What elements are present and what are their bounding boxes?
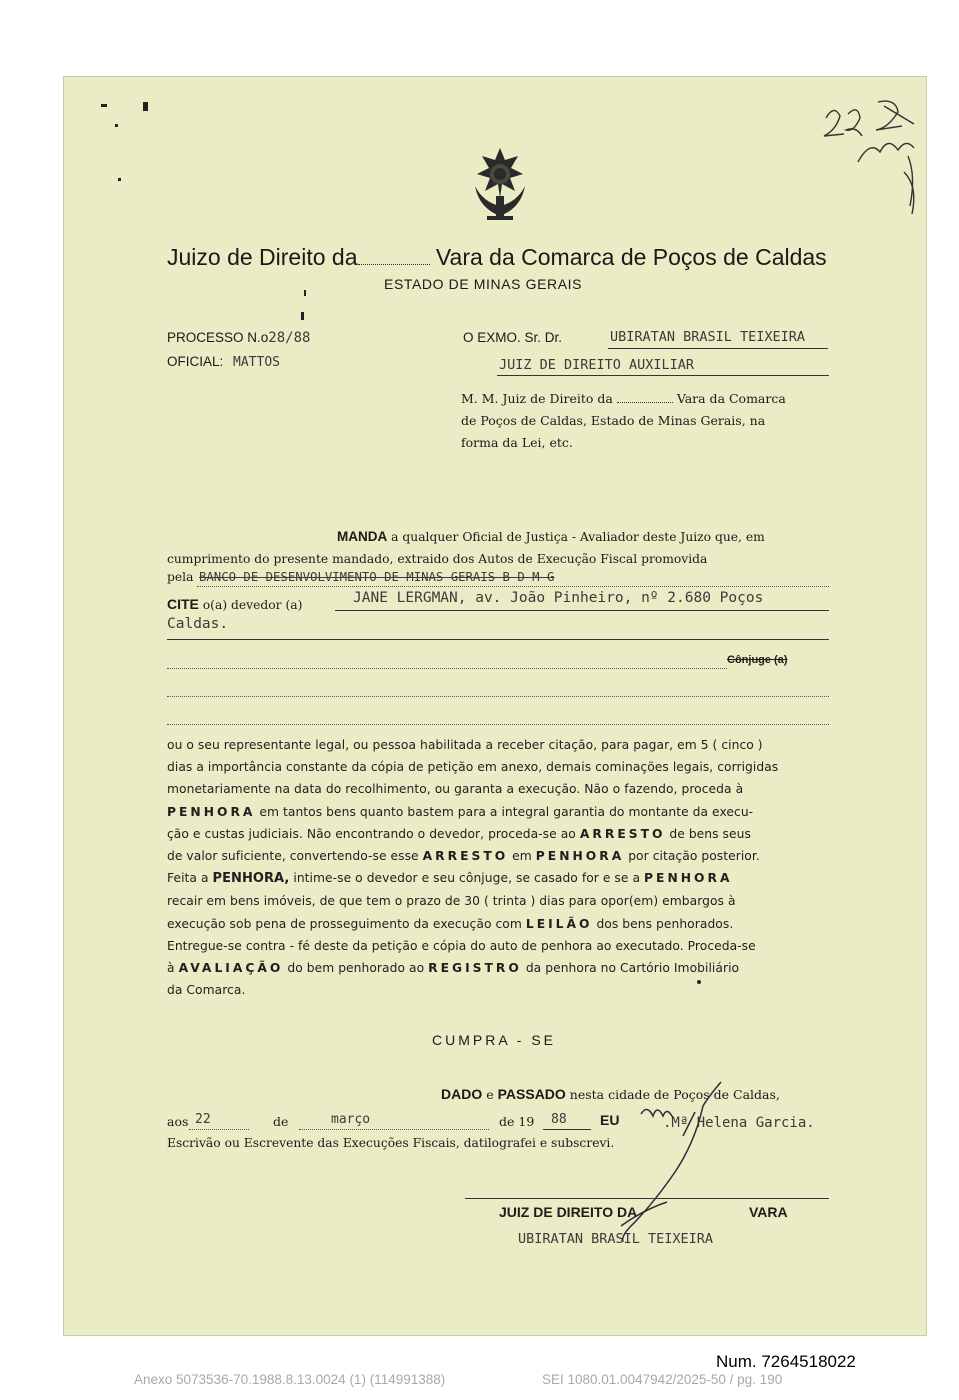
footer-left: Anexo 5073536-70.1988.8.13.0024 (1) (114991388) xyxy=(134,1372,446,1387)
coat-of-arms-emblem xyxy=(465,146,535,224)
blank-line-2 xyxy=(167,696,829,697)
penhora-emph: PENHORA xyxy=(167,804,256,819)
passado-label: PASSADO xyxy=(497,1086,566,1102)
body-line-1: ou o seu representante legal, ou pessoa habilitada a receber citação, para pagar, em 5 ( cinco ) xyxy=(167,738,763,752)
penhora-emph-4: PENHORA xyxy=(644,871,733,886)
scan-mark xyxy=(304,290,306,296)
body-line-5-a: ção e custas judiciais. Não encontrando o devedor, proceda-se ao xyxy=(167,826,576,841)
body-line-7-c: intime-se o devedor e seu cônjuge, se casado for e se a xyxy=(293,871,641,886)
body-line-11-c: do bem penhorado ao xyxy=(287,961,425,976)
scan-mark xyxy=(301,312,304,320)
arresto-emph-2: ARRESTO xyxy=(422,849,509,864)
dado-e: e xyxy=(486,1087,494,1102)
header-subtitle: ESTADO DE MINAS GERAIS xyxy=(384,276,583,292)
body-line-4-rest: em tantos bens quanto bastem para a integral garantia do montante da execu- xyxy=(259,804,754,819)
processo-label: PROCESSO N.o xyxy=(167,330,269,345)
conjuge-label: Cônjuge (a) xyxy=(727,654,788,666)
mm-line-2: de Poços de Caldas, Estado de Minas Gerais, na xyxy=(461,413,766,428)
sig-title-a: JUIZ DE DIREITO DA xyxy=(499,1204,638,1220)
escrivao-line: Escrivão ou Escrevente das Execuções Fiscais, datilografei e subscrevi. xyxy=(167,1136,615,1150)
cite-value: JANE LERGMAN, av. João Pinheiro, nº 2.680 Poços xyxy=(353,590,764,606)
avaliacao-emph: AVALIAÇÃO xyxy=(178,961,284,976)
penhora-emph-3: PENHORA, xyxy=(212,871,290,887)
mm-line-1-a: M. M. Juiz de Direito da xyxy=(461,391,613,406)
body-line-4 xyxy=(167,801,833,823)
registro-emph: REGISTRO xyxy=(428,961,522,976)
day-value: 22 xyxy=(195,1112,211,1127)
cite-label: CITE xyxy=(167,596,199,612)
blank-line-1 xyxy=(167,639,829,640)
oficial-row xyxy=(167,354,280,370)
oficial-label: OFICIAL: xyxy=(167,354,224,369)
scan-mark xyxy=(115,124,118,127)
year-value: 88 xyxy=(551,1112,567,1127)
body-line-5-c: de bens seus xyxy=(669,826,751,841)
header-title-left: Juizo de Direito da xyxy=(167,244,358,270)
body-line-7 xyxy=(167,867,833,890)
aos-label: aos xyxy=(167,1114,189,1129)
conjuge-line xyxy=(167,668,727,669)
cite-value-2: Caldas. xyxy=(167,616,229,632)
body-line-2: dias a importância constante da cópia de petição em anexo, demais cominações legais, corrigidas xyxy=(167,760,779,775)
pela-value: BANCO DE DESENVOLVIMENTO DE MINAS GERAIS B D M G xyxy=(199,570,555,584)
leilao-emph: LEILÃO xyxy=(525,916,593,931)
body-line-11 xyxy=(167,957,833,979)
body-line-7-a: Feita a xyxy=(167,871,209,886)
judge-title-underline xyxy=(497,375,829,376)
year-line xyxy=(543,1129,591,1130)
scan-mark xyxy=(118,178,121,181)
body-line-12: da Comarca. xyxy=(167,983,246,998)
body-line-9-c: dos bens penhorados. xyxy=(596,916,734,931)
mm-line-3: forma da Lei, etc. xyxy=(461,435,573,450)
penhora-emph-2: PENHORA xyxy=(535,849,625,864)
scan-mark xyxy=(143,102,148,111)
manda-block xyxy=(167,526,831,570)
footer-num: Num. 7264518022 xyxy=(716,1352,856,1371)
judge-title: JUIZ DE DIREITO AUXILIAR xyxy=(499,357,695,373)
sig-name: UBIRATAN BRASIL TEIXEIRA xyxy=(518,1231,714,1247)
document-page xyxy=(63,76,927,1336)
month-line xyxy=(299,1129,489,1130)
day-line xyxy=(189,1129,249,1130)
oficial-name: MATTOS xyxy=(233,355,280,370)
body-line-10: Entregue-se contra - fé deste da petição e cópia do auto de penhora ao executado. Proceda-se xyxy=(167,938,756,953)
pela-line xyxy=(197,586,829,587)
body-line-6 xyxy=(167,845,833,867)
de-label-2: de 19 xyxy=(499,1114,535,1129)
mm-block xyxy=(461,388,786,454)
processo-row xyxy=(167,330,310,346)
scan-mark xyxy=(101,104,107,107)
manda-line-1 xyxy=(167,526,831,548)
judge-name: UBIRATAN BRASIL TEIXEIRA xyxy=(610,329,806,345)
cumpra-se: CUMPRA - SE xyxy=(432,1032,557,1048)
arresto-emph: ARRESTO xyxy=(579,826,666,841)
processo-number: 28/88 xyxy=(268,330,311,346)
sig-title-b: VARA xyxy=(749,1204,788,1220)
header-title xyxy=(167,244,827,271)
manda-lead: MANDA xyxy=(337,529,388,544)
cite-underline xyxy=(335,610,829,611)
body-line-8: recair em bens imóveis, de que tem o prazo de 30 ( trinta ) dias para opor(em) embargos à xyxy=(167,894,736,909)
handwritten-signature-icon xyxy=(603,1076,763,1246)
handwritten-page-number-icon xyxy=(818,96,926,216)
body-line-3: monetariamente na data do recolhimento, ou garanta a execução. Não o fazendo, proceda à xyxy=(167,782,744,797)
cite-rest: o(a) devedor (a) xyxy=(202,598,303,612)
body-line-5 xyxy=(167,823,833,845)
body-line-6-c: em xyxy=(512,849,532,864)
pela-label: pela xyxy=(167,570,194,584)
body-line-9 xyxy=(167,913,833,935)
body-paragraph xyxy=(167,734,833,1001)
signature-line xyxy=(465,1198,829,1199)
body-line-11-a: à xyxy=(167,961,175,976)
mm-line-1 xyxy=(461,388,786,410)
eu-label: EU xyxy=(600,1112,620,1128)
manda-line-1-rest: a qualquer Oficial de Justiça - Avaliador deste Juizo que, em xyxy=(391,530,765,544)
clerk-name: .Mª Helena Garcia. xyxy=(663,1115,815,1131)
dado-label: DADO xyxy=(441,1086,483,1102)
manda-line-2: cumprimento do presente mandado, extraido dos Autos de Execução Fiscal promovida xyxy=(167,552,708,566)
judge-name-underline xyxy=(608,348,828,349)
exmo-label: O EXMO. Sr. Dr. xyxy=(463,330,563,345)
dado-city: nesta cidade de Poços de Caldas, xyxy=(569,1087,780,1102)
body-line-9-a: execução sob pena de prosseguimento da execução com xyxy=(167,916,522,931)
body-line-6-e: por citação posterior. xyxy=(628,849,760,864)
body-line-6-a: de valor suficiente, convertendo-se esse xyxy=(167,849,419,864)
month-value: março xyxy=(331,1112,371,1127)
mm-line-1-b: Vara da Comarca xyxy=(676,391,786,406)
header-title-right: Vara da Comarca de Poços de Caldas xyxy=(435,244,827,270)
body-line-11-e: da penhora no Cartório Imobiliário xyxy=(525,961,740,976)
cite-row xyxy=(167,596,302,612)
de-label-1: de xyxy=(273,1114,289,1129)
scan-mark xyxy=(697,980,701,984)
footer-right: SEI 1080.01.0047942/2025-50 / pg. 190 xyxy=(542,1372,783,1387)
blank-line-3 xyxy=(167,724,829,725)
